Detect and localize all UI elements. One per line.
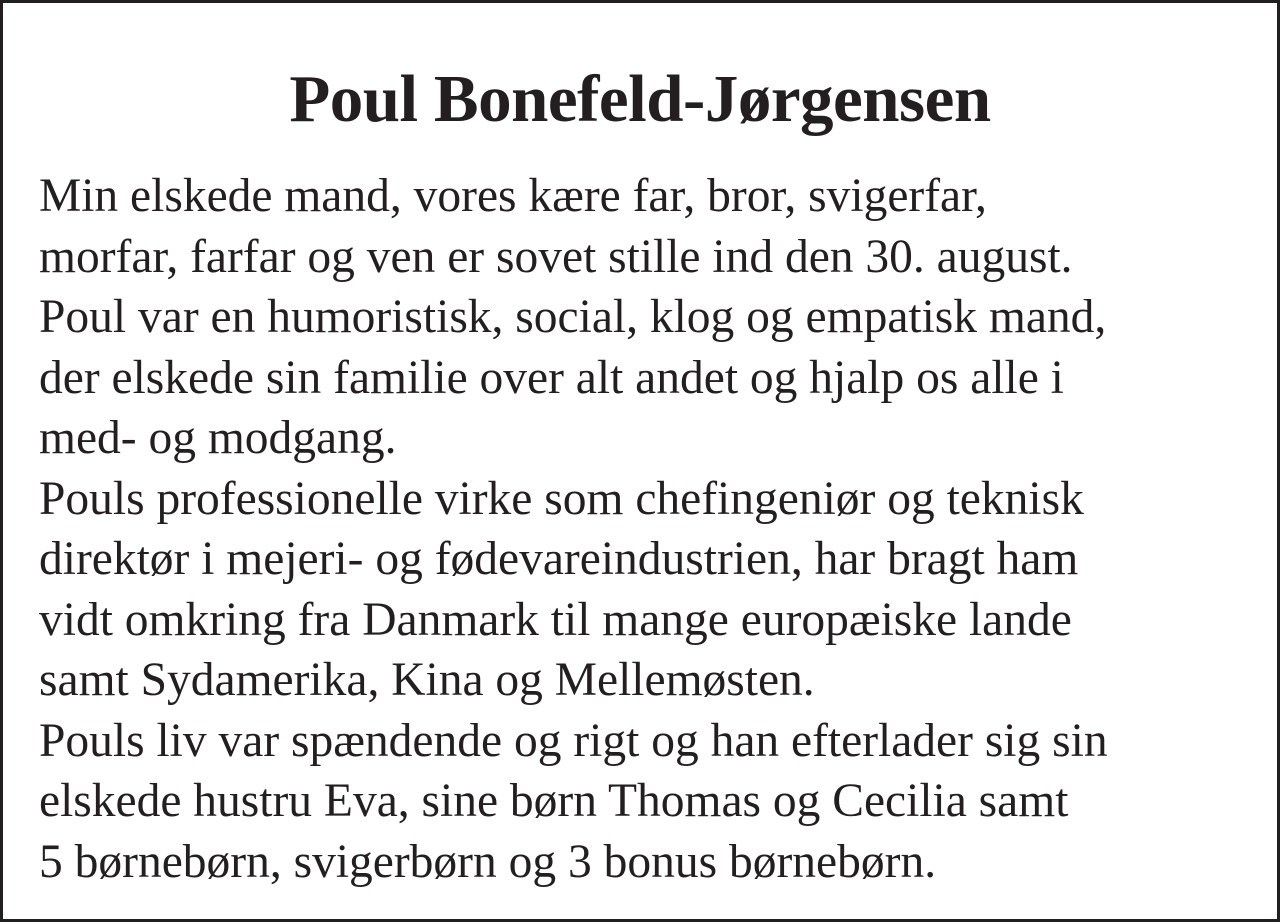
- text-line-4: der elskede sin familie over alt andet og hjalp os alle i: [39, 351, 1064, 404]
- text-line-3: Poul var en humoristisk, social, klog og empatisk mand,: [39, 291, 1107, 343]
- text-line-2: morfar, farfar og ven er sovet stille ind den 30. august.: [39, 230, 1073, 283]
- text-line-12: 5 børnebørn, svigerbørn og 3 bonus børnebørn.: [39, 835, 937, 888]
- text-line-11: elskede hustru Eva, sine børn Thomas og Cecilia samt: [39, 775, 1069, 827]
- text-line-10: Pouls liv var spændende og rigt og han efterlader sig sin: [39, 714, 1108, 767]
- text-line-1: Min elskede mand, vores kære far, bror, svigerfar,: [39, 170, 987, 222]
- text-line-5: med- og modgang.: [39, 412, 397, 464]
- text-line-6: Pouls professionelle virke som chefingeniør og teknisk: [39, 472, 1084, 525]
- text-line-8: vidt omkring fra Danmark til mange europæiske lande: [39, 593, 1072, 646]
- text-line-7: direktør i mejeri- og fødevareindustrien, har bragt ham: [39, 533, 1079, 585]
- deceased-name-heading: Poul Bonefeld-Jørgensen: [289, 62, 991, 136]
- obituary-text: [39, 166, 1269, 892]
- text-line-9: samt Sydamerika, Kina og Mellemøsten.: [39, 654, 815, 706]
